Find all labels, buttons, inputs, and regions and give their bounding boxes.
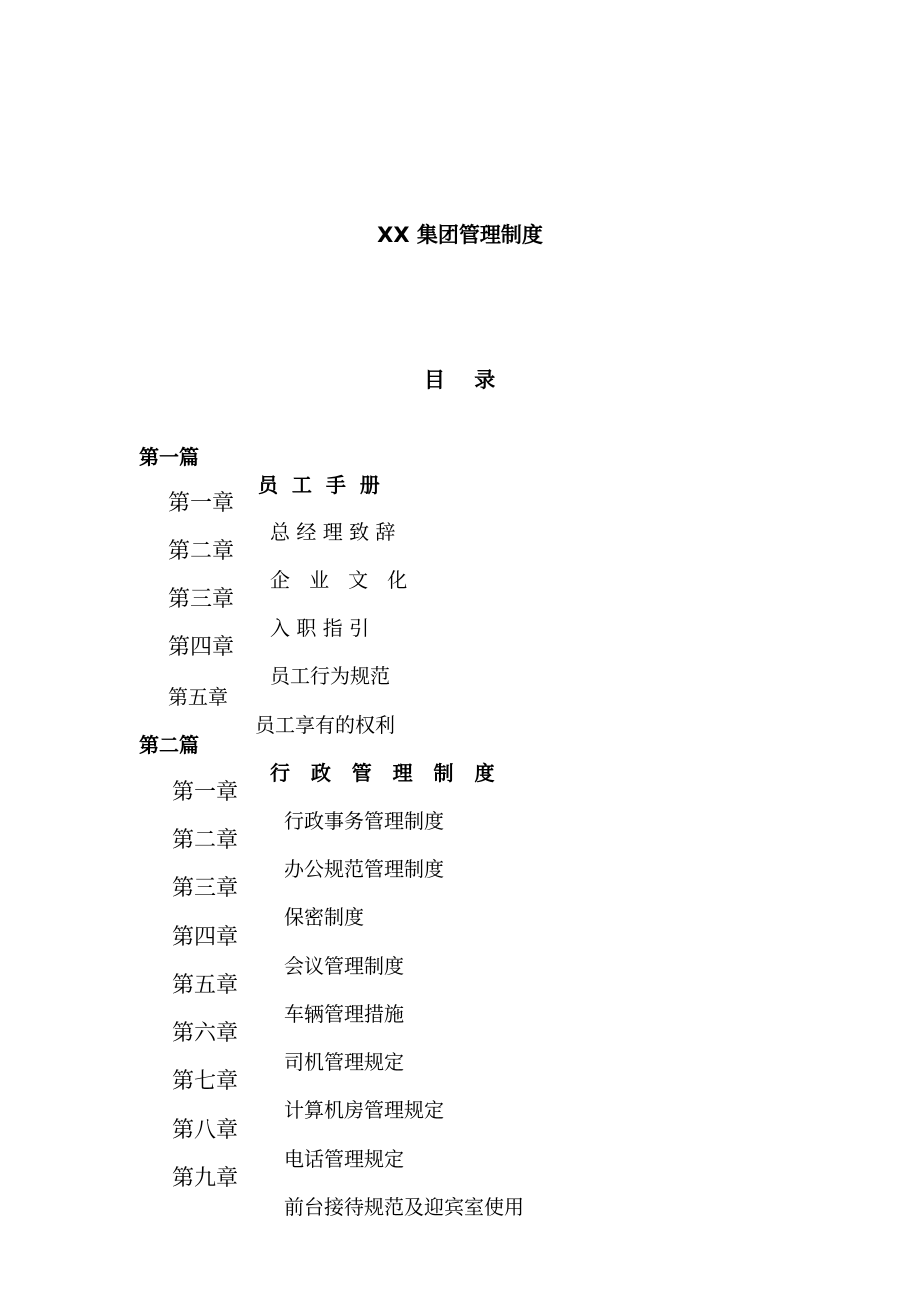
chapter-title: 入 职 指 引 [270,616,370,640]
chapter-label: 第三章 [168,587,235,612]
part-title: 行 政 管 理 制 度 [270,761,495,785]
chapter-label: 第七章 [172,1069,239,1094]
chapter-title: 员工享有的权利 [255,713,395,737]
chapter-title: 司机管理规定 [284,1050,404,1074]
chapter-title: 电话管理规定 [284,1147,404,1171]
chapter-label: 第五章 [172,973,239,998]
chapter-label: 第二章 [172,828,239,853]
chapter-title: 企 业 文 化 [270,568,408,592]
chapter-title: 会议管理制度 [284,954,404,978]
chapter-label: 第四章 [172,925,239,950]
chapter-title: 总 经 理 致 辞 [270,520,396,544]
chapter-label: 第八章 [172,1118,239,1143]
document-title: XX 集团管理制度 [377,223,543,247]
chapter-title: 保密制度 [284,905,364,929]
chapter-title: 车辆管理措施 [284,1002,404,1026]
chapter-title: 员工行为规范 [270,664,390,688]
chapter-title: 办公规范管理制度 [284,857,444,881]
chapter-label: 第九章 [172,1166,239,1191]
part-title: 员 工 手 册 [258,473,380,497]
chapter-title: 计算机房管理规定 [284,1098,444,1122]
part-label: 第二篇 [139,733,199,757]
chapter-label: 第六章 [172,1021,239,1046]
chapter-label: 第一章 [168,491,235,516]
chapter-title: 行政事务管理制度 [284,809,444,833]
toc-heading: 目 录 [424,368,496,392]
part-label: 第一篇 [139,445,199,469]
chapter-label: 第一章 [172,780,239,805]
chapter-label: 第四章 [168,635,235,660]
chapter-label: 第三章 [172,876,239,901]
chapter-label: 第五章 [168,685,228,709]
chapter-title: 前台接待规范及迎宾室使用 [284,1195,524,1219]
chapter-label: 第二章 [168,539,235,564]
